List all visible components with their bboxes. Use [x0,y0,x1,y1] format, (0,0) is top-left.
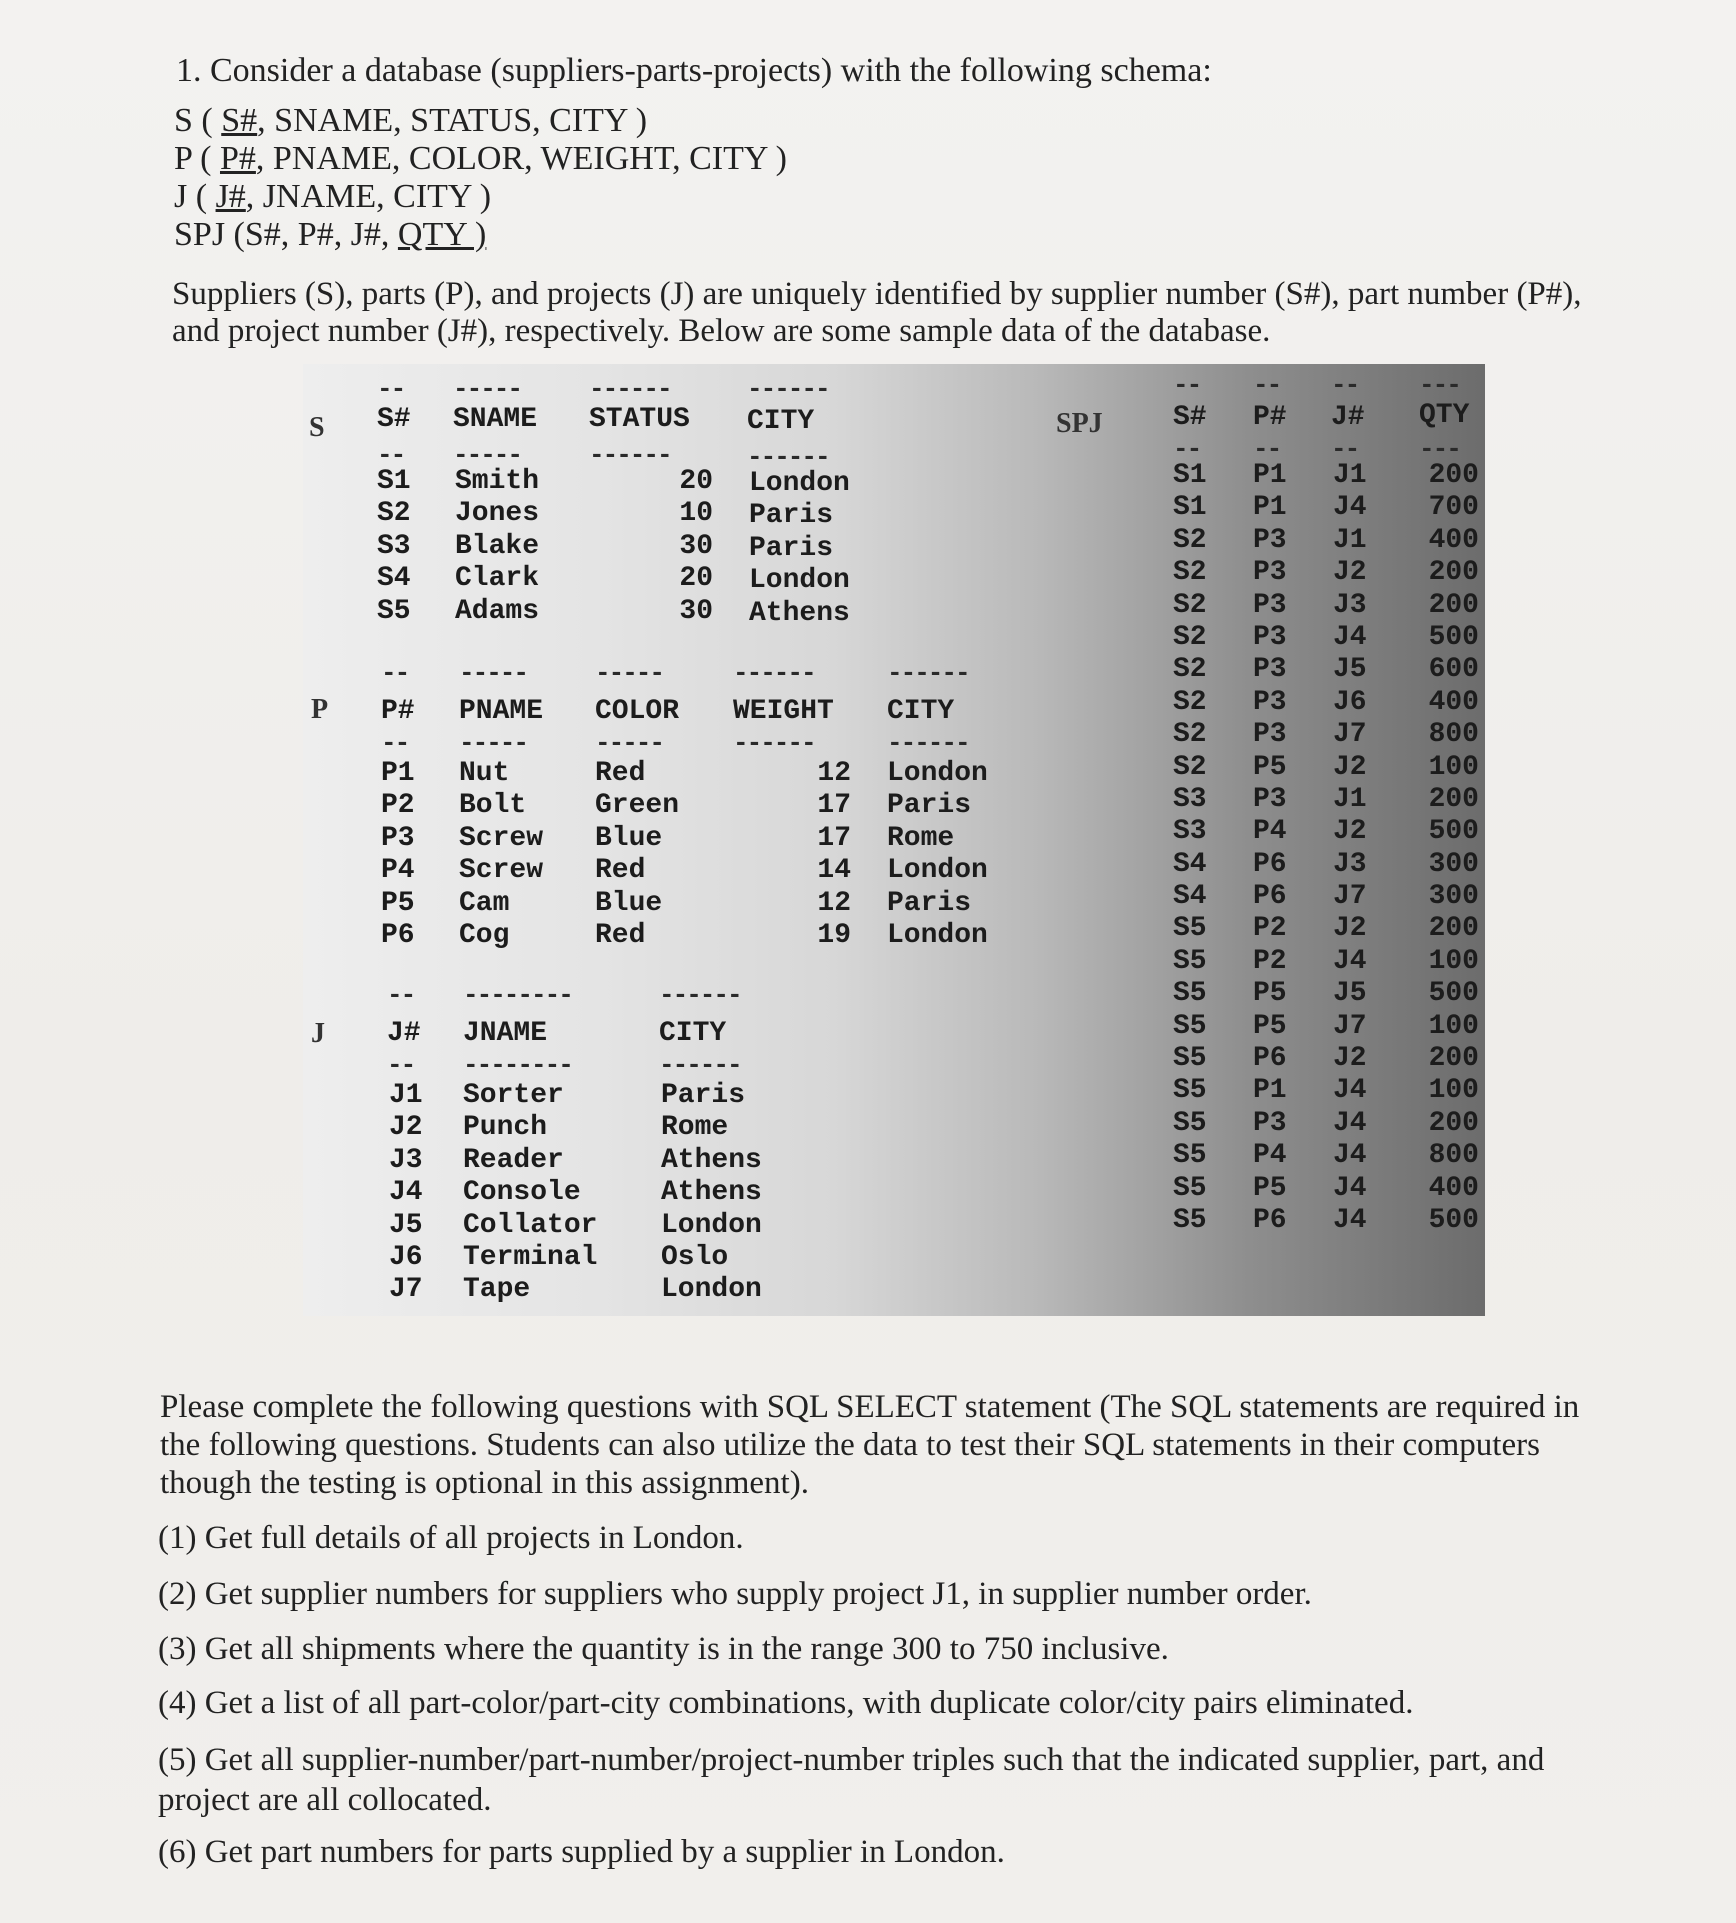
p-cell: 14 [817,855,851,887]
table-label-j: J [311,1018,325,1049]
spj-cell: S4 [1173,881,1207,913]
p-cell: 17 [817,822,851,854]
s-col-sno [377,466,411,628]
spj-cell: J4 [1333,945,1367,977]
j-cell: Paris [661,1080,746,1111]
spj-cell: 500 [1428,621,1479,653]
s-cell: S1 [377,466,411,497]
p-cell: Bolt [459,790,527,822]
p-cell: 12 [817,758,851,789]
spj-cell: J7 [1333,1010,1367,1042]
spj-cell: J1 [1333,524,1367,556]
p-cell: Blue [595,887,663,919]
p-col-weight [773,758,851,952]
p-cell: London [887,855,988,887]
spj-cell: 700 [1428,492,1479,524]
spj-cell: J2 [1333,751,1367,783]
spj-cell: S5 [1173,945,1207,977]
p-header-weight: WEIGHT [733,696,834,727]
spj-cell: P6 [1253,848,1287,880]
s-cell: Paris [749,532,834,564]
p-cell: Red [595,919,646,951]
p-cell: Cam [459,887,510,919]
question-6: (6) Get part numbers for parts supplied by a supplier in London. [158,1834,1005,1870]
spj-cell: S5 [1173,1043,1207,1075]
spj-cell: 300 [1428,848,1479,880]
s-cell: Clark [455,563,540,595]
spj-cell: P3 [1253,654,1287,686]
spj-cell: J4 [1333,1140,1367,1172]
j-cell: Athens [661,1144,762,1176]
spj-cell: S5 [1173,1010,1207,1042]
intro-paragraph: Suppliers (S), parts (P), and projects (J) are uniquely identified by supplier number (S#), part number (P#), and project number (J#), respectively. Below are some sample data of the database. [172,276,1582,349]
j-cell: London [661,1274,762,1306]
p-cell: Paris [887,887,972,919]
spj-cell: S2 [1173,654,1207,686]
spj-cell: S5 [1173,1172,1207,1204]
j-cell: Oslo [661,1241,729,1273]
s-cell: S2 [377,498,411,530]
p-cell: Green [595,790,680,822]
spj-cell: J6 [1333,686,1367,718]
s-cell: 30 [679,595,713,627]
s-cell: Adams [455,595,540,627]
p-cell: P1 [381,758,415,789]
spj-cell: J2 [1333,913,1367,945]
spj-cell: 100 [1428,1075,1479,1107]
question-3: (3) Get all shipments where the quantity is in the range 300 to 750 inclusive. [158,1631,1169,1667]
spj-cell: 500 [1428,978,1479,1010]
s-header-city: CITY [747,406,815,437]
s-cell: S4 [377,563,411,595]
spj-cell: J5 [1333,978,1367,1010]
spj-cell: J3 [1333,589,1367,621]
spj-cell: S2 [1173,524,1207,556]
spj-cell: P5 [1253,751,1287,783]
j-cell: J7 [389,1274,423,1306]
question-4: (4) Get a list of all part-color/part-city combinations, with duplicate color/city pairs eliminated. [158,1685,1414,1721]
j-cell: Terminal [463,1241,598,1273]
s-col-city [749,468,850,630]
spj-cell: P3 [1253,589,1287,621]
j-cell: Console [463,1177,581,1209]
spj-cell: J3 [1333,848,1367,880]
s-cell: 10 [679,498,713,530]
spj-cell: J4 [1333,1204,1367,1236]
spj-cell: 200 [1428,783,1479,815]
s-cell: Blake [455,530,540,562]
spj-cell: 400 [1428,524,1479,556]
j-cell: J3 [389,1144,423,1176]
spj-cell: P1 [1253,460,1287,491]
s-header-status: STATUS [589,404,690,435]
spj-cell: S5 [1173,1140,1207,1172]
j-col-city [661,1080,762,1307]
spj-cell: S1 [1173,460,1207,491]
p-cell: P2 [381,790,415,822]
j-col-jno [389,1080,423,1307]
p-col-pno [381,758,415,952]
j-cell: Reader [463,1144,564,1176]
spj-cell: J4 [1333,492,1367,524]
p-cell: Paris [887,790,972,822]
spj-cell: P6 [1253,1043,1287,1075]
spj-col-jno [1333,460,1367,1237]
p-cell: 12 [817,887,851,919]
spj-cell: 200 [1428,913,1479,945]
p-cell: Nut [459,758,510,789]
spj-cell: S3 [1173,783,1207,815]
spj-cell: J4 [1333,1172,1367,1204]
spj-header-sno: S# [1173,402,1207,433]
spj-cell: S2 [1173,686,1207,718]
spj-cell: P3 [1253,1107,1287,1139]
spj-cell: J1 [1333,783,1367,815]
spj-cell: 200 [1428,1107,1479,1139]
spj-cell: S2 [1173,557,1207,589]
spj-cell: 600 [1428,654,1479,686]
spj-cell: J4 [1333,621,1367,653]
p-cell: Rome [887,822,955,854]
s-cell: Jones [455,498,540,530]
question-heading: 1. Consider a database (suppliers-parts-projects) with the following schema: [176,52,1212,89]
schema-spj: SPJ (S#, P#, J#, QTY ) [174,216,487,253]
spj-cell: J5 [1333,654,1367,686]
j-header-jname: JNAME [463,1018,548,1049]
spj-cell: P2 [1253,945,1287,977]
spj-cell: S2 [1173,589,1207,621]
s-cell: London [749,468,850,499]
spj-cell: P3 [1253,524,1287,556]
spj-cell: J4 [1333,1075,1367,1107]
spj-cell: S4 [1173,848,1207,880]
spj-col-pno [1253,460,1287,1237]
p-cell: Red [595,758,646,789]
spj-cell: 800 [1428,1140,1479,1172]
s-header-sname: SNAME [453,404,538,435]
s-cell: 20 [679,563,713,595]
spj-cell: J7 [1333,881,1367,913]
p-cell: London [887,758,988,789]
spj-cell: P1 [1253,1075,1287,1107]
p-cell: P6 [381,919,415,951]
p-header-pname: PNAME [459,696,544,727]
spj-cell: J2 [1333,557,1367,589]
spj-cell: 300 [1428,881,1479,913]
table-label-s: S [309,412,325,443]
spj-cell: P3 [1253,719,1287,751]
p-col-pname [459,758,543,952]
schema-s: S ( S#, SNAME, STATUS, CITY ) [174,102,648,139]
s-cell: S3 [377,530,411,562]
question-5: (5) Get all supplier-number/part-number/project-number triples such that the indicated supplier, part, and project are all collocated. [158,1742,1545,1818]
spj-cell: P6 [1253,881,1287,913]
spj-cell: P5 [1253,1172,1287,1204]
spj-cell: P2 [1253,913,1287,945]
j-cell: Sorter [463,1080,564,1111]
p-cell: Red [595,855,646,887]
p-cell: Screw [459,822,544,854]
spj-cell: 500 [1428,816,1479,848]
spj-cell: P6 [1253,1204,1287,1236]
spj-header-jno: J# [1331,402,1365,433]
spj-cell: 200 [1428,589,1479,621]
s-cell: 30 [679,530,713,562]
j-cell: Athens [661,1177,762,1209]
p-cell: Cog [459,919,510,951]
spj-cell: P3 [1253,557,1287,589]
s-col-status [633,466,713,628]
j-header-city: CITY [659,1018,727,1049]
spj-cell: S2 [1173,719,1207,751]
p-cell: P3 [381,822,415,854]
j-cell: J4 [389,1177,423,1209]
spj-cell: 200 [1428,1043,1479,1075]
j-cell: Punch [463,1112,548,1144]
spj-cell: 400 [1428,1172,1479,1204]
spj-header-pno: P# [1253,402,1287,433]
spj-cell: P3 [1253,686,1287,718]
spj-cell: 100 [1428,945,1479,977]
schema-p: P ( P#, PNAME, COLOR, WEIGHT, CITY ) [174,140,787,177]
p-cell: 19 [817,919,851,951]
spj-cell: P5 [1253,978,1287,1010]
spj-cell: J2 [1333,816,1367,848]
j-cell: J6 [389,1241,423,1273]
spj-cell: J7 [1333,719,1367,751]
question-2: (2) Get supplier numbers for suppliers who supply project J1, in supplier number order. [158,1576,1312,1612]
spj-cell: P5 [1253,1010,1287,1042]
spj-cell: S5 [1173,1107,1207,1139]
table-label-p: P [311,694,329,725]
j-cell: London [661,1209,762,1241]
spj-cell: J1 [1333,460,1367,491]
p-col-city [887,758,988,952]
p-header-pno: P# [381,696,415,727]
p-col-color [595,758,679,952]
schema-j: J ( J#, JNAME, CITY ) [174,178,492,215]
j-cell: Rome [661,1112,729,1144]
j-col-jname [463,1080,597,1307]
questions-section [160,1388,1620,1502]
s-col-sname [455,466,539,628]
sample-data-panel: S -- ----- ------ ------ S# SNAME STATUS CITY -- ----- ------ ------ S1 S2 S3 S4 S5 Smith Jones Blake Clark Adams 20 10 30 20 30 London Paris Paris London Athens P -- ----- ----- ------ ------ P# PNAME COLOR WEIGHT CITY -- ----- ----- ------ ------ P1 P2 P3 P4 P5 P6 Nut Bolt Screw Screw Cam Cog Red Green Blue Red Blue Red 12 17 17 14 12 19 London Paris Rome London Paris London J -- -------- ------ J# JNAME CITY -- -------- ------ J1 J2 J3 J4 J5 J6 J7 Sorter Punch Reader Console Collator Terminal Tape Paris Rome Athens Athens London Oslo London SPJ -- -- -- --- S# P# J# QTY -- -- -- --- S1 S1 S2 S2 S2 S2 S2 S2 S2 S2 S3 S3 S4 S4 S5 S5 S5 S5 S5 S5 S5 S5 S5 S5 P1 P1 P3 P3 P3 P3 P3 P3 P3 P5 P3 P4 P6 P6 P2 P2 P5 P5 P6 P1 P3 P4 P5 P6 J1 J4 J1 J2 J3 J4 J5 J6 J7 J2 J1 J2 J3 J7 J2 J4 J5 J7 J2 J4 J4 J4 J4 J4 200 700 400 200 200 500 600 400 800 100 200 500 300 300 200 100 500 100 200 100 200 800 400 500 [303,364,1485,1316]
spj-col-qty [1409,460,1479,1237]
spj-cell: 800 [1428,719,1479,751]
spj-cell: P3 [1253,783,1287,815]
s-cell: London [749,565,850,597]
spj-cell: S5 [1173,978,1207,1010]
p-cell: London [887,919,988,951]
spj-cell: S2 [1173,621,1207,653]
spj-cell: 500 [1428,1204,1479,1236]
spj-cell: P1 [1253,492,1287,524]
p-cell: 17 [817,790,851,822]
j-cell: J5 [389,1209,423,1241]
j-cell: J1 [389,1080,423,1111]
j-cell: Collator [463,1209,598,1241]
p-header-color: COLOR [595,696,680,727]
instructions-paragraph: Please complete the following questions with SQL SELECT statement (The SQL statements are required in the following questions. Students can also utilize the data to test their SQL statements in their computers though the testing is optional in this assignment). [160,1389,1580,1501]
s-cell: Smith [455,466,540,497]
spj-cell: J2 [1333,1043,1367,1075]
j-cell: Tape [463,1274,531,1306]
s-header-sno: S# [377,404,411,435]
spj-cell: 100 [1428,1010,1479,1042]
spj-cell: P3 [1253,621,1287,653]
j-header-jno: J# [387,1018,421,1049]
p-cell: Screw [459,855,544,887]
p-header-city: CITY [887,696,955,727]
spj-col-sno [1173,460,1207,1237]
spj-cell: S5 [1173,1204,1207,1236]
spj-cell: P4 [1253,816,1287,848]
p-cell: Blue [595,822,663,854]
s-cell: Athens [749,597,850,629]
s-cell: Paris [749,500,834,532]
table-label-spj: SPJ [1056,408,1103,439]
spj-cell: P4 [1253,1140,1287,1172]
p-cell: P4 [381,855,415,887]
p-cell: P5 [381,887,415,919]
spj-cell: 400 [1428,686,1479,718]
spj-cell: S2 [1173,751,1207,783]
spj-cell: S5 [1173,1075,1207,1107]
spj-cell: 200 [1428,557,1479,589]
spj-header-qty: QTY [1419,400,1470,431]
spj-cell: S1 [1173,492,1207,524]
s-cell: S5 [377,595,411,627]
spj-cell: S5 [1173,913,1207,945]
spj-cell: S3 [1173,816,1207,848]
spj-cell: 200 [1428,460,1479,491]
s-cell: 20 [679,466,713,497]
spj-cell: 100 [1428,751,1479,783]
question-1: (1) Get full details of all projects in London. [158,1520,744,1556]
spj-cell: J4 [1333,1107,1367,1139]
j-cell: J2 [389,1112,423,1144]
